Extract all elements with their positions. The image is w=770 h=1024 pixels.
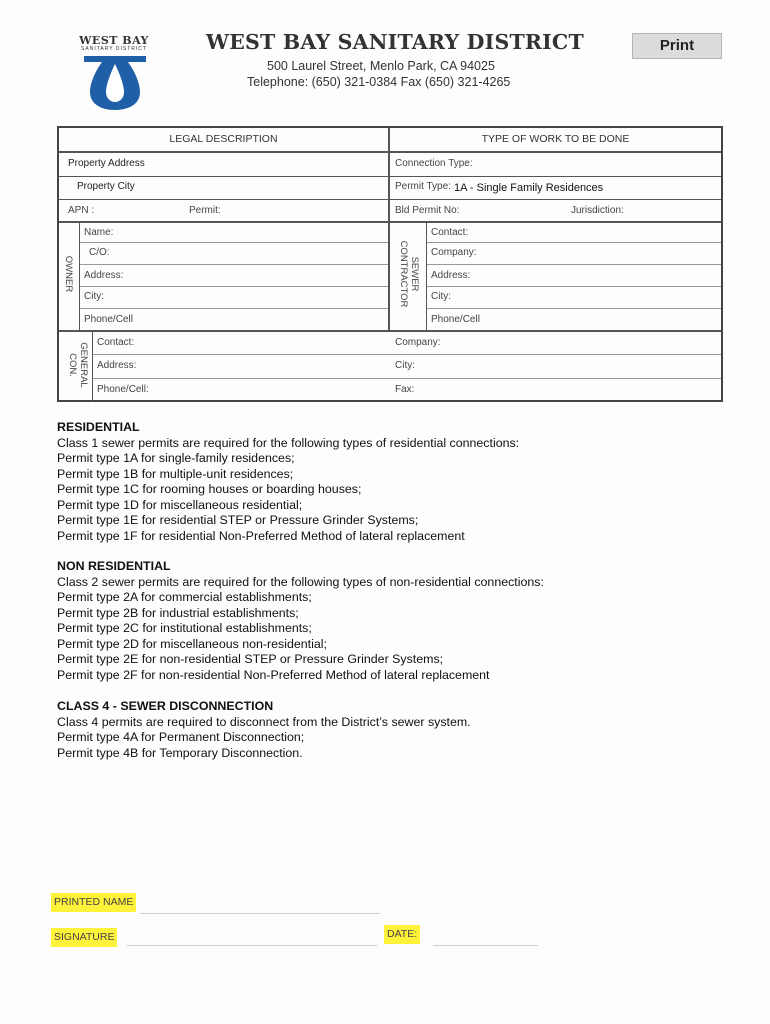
divider (93, 378, 721, 379)
owner-co-label: C/O: (89, 247, 110, 258)
divider (59, 151, 721, 153)
disconnection-section (57, 699, 747, 761)
list-item: Permit type 1E for residential STEP or Pressure Grinder Systems; (57, 513, 419, 527)
permit-form-table (57, 126, 723, 402)
divider (59, 199, 721, 200)
type-of-work-header: TYPE OF WORK TO BE DONE (481, 133, 630, 145)
divider (388, 128, 390, 331)
printed-name-field[interactable] (140, 913, 380, 914)
residential-heading: RESIDENTIAL (57, 420, 140, 434)
contractor-city-label: City: (431, 291, 451, 302)
divider (426, 222, 427, 330)
divider (80, 264, 388, 265)
owner-address-label: Address: (84, 270, 124, 281)
logo-subtitle: SANITARY DISTRICT (81, 46, 147, 52)
non-residential-heading: NON RESIDENTIAL (57, 559, 171, 573)
apn-label: APN : (68, 205, 95, 216)
contractor-phone-label: Phone/Cell (431, 314, 480, 325)
legal-description-header: LEGAL DESCRIPTION (169, 133, 278, 145)
printed-name-label: PRINTED NAME (51, 893, 136, 912)
district-logo (72, 34, 156, 114)
general-phone-label: Phone/Cell: (97, 384, 149, 395)
bld-permit-label: Bld Permit No: (395, 205, 460, 216)
general-contractor-side-label (67, 340, 89, 390)
list-item: Permit type 1C for rooming houses or boarding houses; (57, 482, 362, 496)
list-item: Permit type 2D for miscellaneous non-residential; (57, 636, 327, 651)
divider (427, 242, 721, 243)
organization-address: 500 Laurel Street, Menlo Park, CA 94025 (267, 59, 495, 73)
general-contact-label: Contact: (97, 337, 135, 348)
sewer-contractor-side-label (398, 236, 420, 312)
general-label: GENERAL (78, 342, 89, 388)
date-label: DATE: (384, 925, 420, 944)
list-item: Permit type 2C for institutional establishments; (57, 621, 312, 635)
date-field[interactable] (433, 945, 538, 946)
divider (80, 308, 388, 309)
owner-side-label: OWNER (63, 255, 74, 293)
divider (427, 308, 721, 309)
print-button[interactable]: Print (632, 33, 722, 59)
divider (93, 354, 721, 355)
list-item: Permit type 2F for non-residential Non-Preferred Method of lateral replacement (57, 667, 490, 682)
list-item: Permit type 4B for Temporary Disconnection. (57, 745, 303, 760)
permit-type-select[interactable]: 1A - Single Family Residences (454, 182, 604, 194)
connection-type-label: Connection Type: (395, 158, 473, 169)
residential-intro: Class 1 sewer permits are required for the following types of residential connections: (57, 435, 520, 450)
list-item: Permit type 2A for commercial establishments; (57, 590, 312, 604)
list-item: Permit type 1D for miscellaneous residential; (57, 497, 303, 512)
organization-phone: Telephone: (650) 321-0384 Fax (650) 321-4265 (247, 75, 511, 89)
general-city-label: City: (395, 360, 415, 371)
residential-section (57, 420, 747, 544)
list-item: Permit type 1A for single-family residences; (57, 451, 295, 465)
owner-city-label: City: (84, 291, 104, 302)
con-label: CON. (67, 353, 78, 377)
sewer-label: SEWER (409, 256, 420, 292)
list-item: Permit type 1F for residential Non-Preferred Method of lateral replacement (57, 528, 465, 543)
signature-field[interactable] (127, 945, 377, 946)
contractor-company-label: Company: (431, 247, 477, 258)
organization-title: WEST BAY SANITARY DISTRICT (206, 30, 584, 54)
owner-name-label: Name: (84, 227, 114, 238)
permit-type-label: Permit Type: (395, 181, 451, 192)
divider (59, 176, 721, 177)
divider (59, 330, 721, 332)
divider (92, 331, 93, 402)
list-item: Permit type 2B for industrial establishments; (57, 605, 299, 620)
general-address-label: Address: (97, 360, 137, 371)
list-item: Permit type 1B for multiple-unit residences; (57, 466, 294, 481)
divider (59, 221, 721, 223)
contractor-contact-label: Contact: (431, 227, 469, 238)
logo-name: WEST BAY (79, 34, 149, 47)
list-item: Permit type 2E for non-residential STEP or Pressure Grinder Systems; (57, 652, 444, 666)
list-item: Permit type 4A for Permanent Disconnection; (57, 730, 305, 744)
disconnection-intro: Class 4 permits are required to disconnect from the District’s sewer system. (57, 714, 471, 729)
divider (427, 286, 721, 287)
divider (80, 286, 388, 287)
owner-phone-label: Phone/Cell (84, 314, 133, 325)
permit-label: Permit: (189, 205, 221, 216)
disconnection-heading: CLASS 4 - SEWER DISCONNECTION (57, 699, 274, 713)
property-address-field[interactable]: Property Address (68, 158, 145, 169)
general-fax-label: Fax: (395, 384, 415, 395)
non-residential-intro: Class 2 sewer permits are required for the following types of non-residential connections: (57, 574, 544, 589)
contractor-label: CONTRACTOR (398, 240, 409, 308)
property-city-field[interactable]: Property City (77, 181, 135, 192)
non-residential-section (57, 559, 747, 683)
general-company-label: Company: (395, 337, 441, 348)
signature-label: SIGNATURE (51, 928, 117, 947)
jurisdiction-label: Jurisdiction: (571, 205, 624, 216)
divider (79, 222, 80, 330)
contractor-address-label: Address: (431, 270, 471, 281)
water-drop-icon (82, 52, 148, 112)
divider (427, 264, 721, 265)
divider (80, 242, 388, 243)
